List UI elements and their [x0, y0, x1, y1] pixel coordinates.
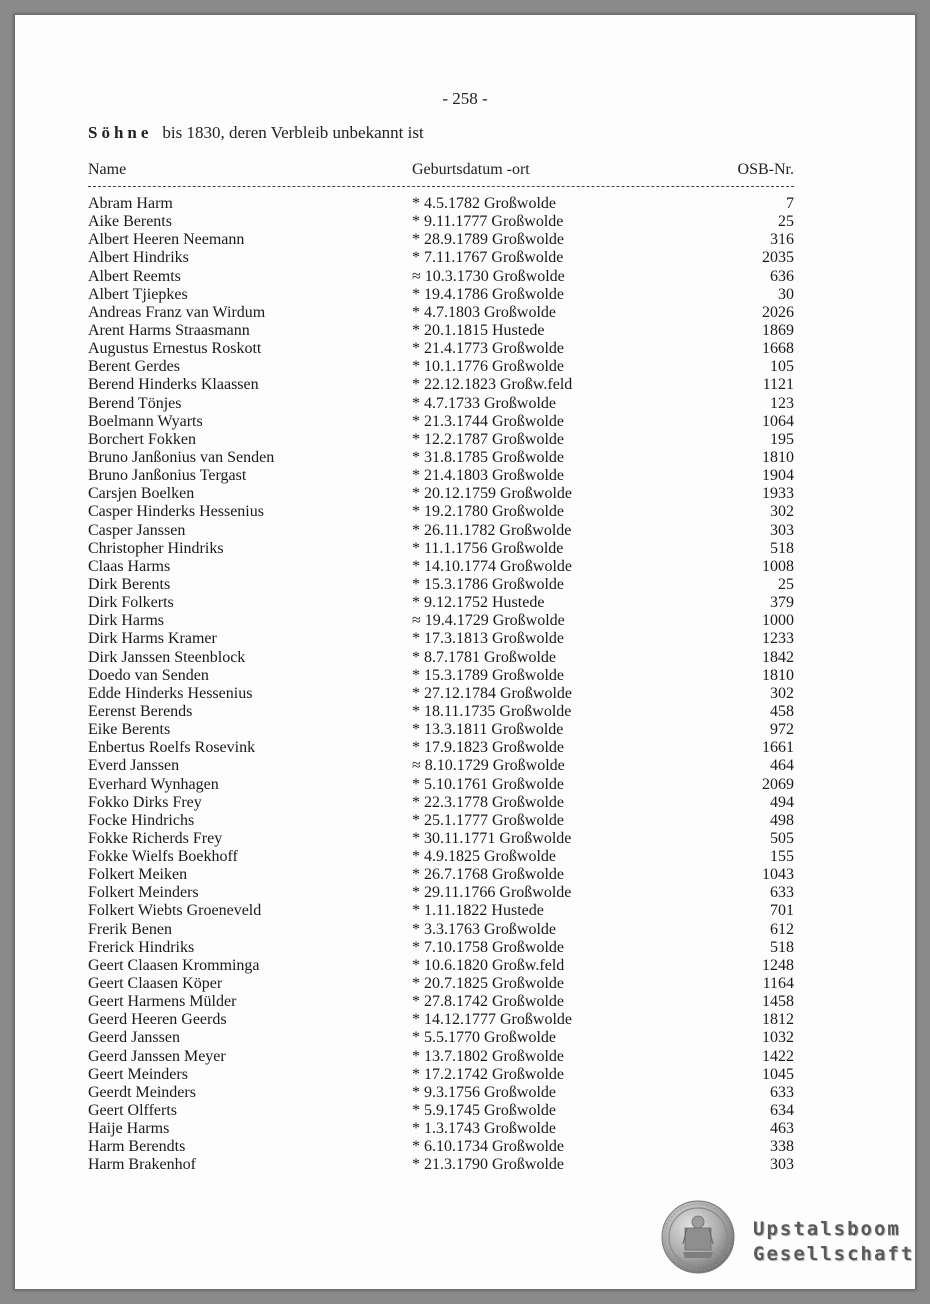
table-row — [88, 231, 794, 249]
table-row — [88, 576, 794, 594]
cell-osb: 1668 — [762, 340, 794, 358]
logo-text — [753, 1217, 914, 1267]
table-row — [88, 1120, 794, 1138]
table-row — [88, 939, 794, 957]
column-header-osb: OSB-Nr. — [737, 161, 794, 178]
cell-birth: * 11.1.1756 Großwolde — [412, 539, 564, 557]
cell-osb: 634 — [770, 1102, 794, 1120]
cell-birth: * 21.3.1790 Großwolde — [412, 1156, 564, 1174]
cell-birth: * 10.1.1776 Großwolde — [412, 358, 564, 376]
cell-osb: 1842 — [762, 648, 794, 666]
cell-birth: * 15.3.1786 Großwolde — [412, 575, 564, 593]
cell-birth: ≈ 19.4.1729 Großwolde — [412, 612, 565, 630]
cell-birth: * 7.10.1758 Großwolde — [412, 938, 564, 956]
cell-osb: 302 — [770, 503, 794, 521]
table-row — [88, 866, 794, 884]
table-row — [88, 467, 794, 485]
cell-birth: * 28.9.1789 Großwolde — [412, 231, 564, 249]
title-heading: Söhne — [88, 123, 153, 142]
cell-birth: * 8.7.1781 Großwolde — [412, 648, 556, 666]
table-row — [88, 1066, 794, 1084]
cell-osb: 7 — [786, 195, 794, 212]
cell-birth: * 25.1.1777 Großwolde — [412, 811, 564, 829]
cell-birth: * 9.11.1777 Großwolde — [412, 213, 564, 231]
cell-name: Geert Harmens Mülder — [88, 993, 237, 1011]
cell-name: Augustus Ernestus Roskott — [88, 340, 262, 358]
cell-osb: 123 — [770, 394, 794, 412]
cell-name: Andreas Franz van Wirdum — [88, 303, 266, 321]
table-row — [88, 449, 794, 467]
cell-name: Casper Hinderks Hessenius — [88, 503, 264, 521]
cell-name: Arent Harms Straasmann — [88, 321, 250, 339]
cell-osb: 338 — [770, 1138, 794, 1156]
cell-name: Geerd Janssen Meyer — [88, 1047, 226, 1065]
cell-osb: 30 — [778, 285, 794, 303]
cell-osb: 633 — [770, 1083, 794, 1101]
table-row — [88, 739, 794, 757]
cell-name: Fokke Wielfs Boekhoff — [88, 848, 238, 866]
table-row — [88, 1011, 794, 1029]
cell-osb: 1933 — [762, 485, 794, 503]
page-number: - 258 - — [442, 89, 488, 108]
cell-name: Harm Berendts — [88, 1138, 186, 1156]
seal-icon — [661, 1200, 735, 1274]
cell-birth: * 17.9.1823 Großwolde — [412, 739, 564, 757]
table-row — [88, 776, 794, 794]
cell-birth: * 27.8.1742 Großwolde — [412, 993, 564, 1011]
cell-name: Albert Hindriks — [88, 249, 189, 267]
cell-name: Albert Reemts — [88, 267, 181, 285]
cell-name: Berend Tönjes — [88, 394, 182, 412]
table-row — [88, 322, 794, 340]
cell-name: Enbertus Roelfs Rosevink — [88, 739, 256, 757]
cell-birth: * 4.7.1803 Großwolde — [412, 303, 556, 321]
document-page — [14, 14, 916, 1290]
cell-name: Harm Brakenhof — [88, 1156, 196, 1174]
cell-osb: 1164 — [762, 975, 794, 993]
cell-osb: 633 — [770, 884, 794, 902]
cell-name: Abram Harm — [88, 195, 173, 212]
cell-osb: 1904 — [762, 467, 794, 485]
cell-birth: * 20.12.1759 Großwolde — [412, 485, 572, 503]
table-row — [88, 594, 794, 612]
cell-birth: * 1.3.1743 Großwolde — [412, 1120, 556, 1138]
cell-name: Frerick Hindriks — [88, 938, 195, 956]
table-row — [88, 522, 794, 540]
cell-birth: * 1.11.1822 Hustede — [412, 902, 544, 920]
cell-name: Bruno Janßonius van Senden — [88, 448, 275, 466]
table-row — [88, 340, 794, 358]
cell-name: Dirk Harms Kramer — [88, 630, 217, 648]
table-row — [88, 376, 794, 394]
table-row — [88, 1156, 794, 1174]
cell-osb: 494 — [770, 793, 794, 811]
cell-osb: 2069 — [762, 775, 794, 793]
table-header — [88, 161, 794, 181]
cell-birth: * 4.7.1733 Großwolde — [412, 394, 556, 412]
table-row — [88, 830, 794, 848]
cell-osb: 1810 — [762, 448, 794, 466]
cell-birth: * 26.7.1768 Großwolde — [412, 866, 564, 884]
cell-name: Geerdt Meinders — [88, 1083, 196, 1101]
table-row — [88, 902, 794, 920]
cell-osb: 1458 — [762, 993, 794, 1011]
table-row — [88, 195, 794, 213]
cell-birth: * 19.2.1780 Großwolde — [412, 503, 564, 521]
cell-birth: * 6.10.1734 Großwolde — [412, 1138, 564, 1156]
table-row — [88, 1138, 794, 1156]
cell-osb: 1661 — [762, 739, 794, 757]
cell-birth: ≈ 10.3.1730 Großwolde — [412, 267, 565, 285]
cell-name: Focke Hindrichs — [88, 811, 195, 829]
cell-birth: * 9.3.1756 Großwolde — [412, 1083, 556, 1101]
cell-birth: * 5.5.1770 Großwolde — [412, 1029, 556, 1047]
cell-name: Albert Tjiepkes — [88, 285, 188, 303]
cell-birth: * 18.11.1735 Großwolde — [412, 702, 572, 720]
cell-name: Claas Harms — [88, 557, 171, 575]
table-row — [88, 1048, 794, 1066]
cell-name: Doedo van Senden — [88, 666, 209, 684]
cell-birth: * 15.3.1789 Großwolde — [412, 666, 564, 684]
table-row — [88, 848, 794, 866]
table-row — [88, 721, 794, 739]
cell-name: Dirk Folkerts — [88, 594, 174, 612]
cell-birth: * 22.12.1823 Großw.feld — [412, 376, 573, 394]
cell-birth: * 5.10.1761 Großwolde — [412, 775, 564, 793]
cell-osb: 612 — [770, 920, 794, 938]
cell-name: Casper Janssen — [88, 521, 186, 539]
cell-birth: * 19.4.1786 Großwolde — [412, 285, 564, 303]
cell-osb: 303 — [770, 521, 794, 539]
table-row — [88, 812, 794, 830]
cell-name: Fokke Richerds Frey — [88, 829, 223, 847]
cell-name: Carsjen Boelken — [88, 485, 195, 503]
table-row — [88, 358, 794, 376]
cell-osb: 1422 — [762, 1047, 794, 1065]
cell-name: Dirk Harms — [88, 612, 164, 630]
cell-osb: 379 — [770, 594, 794, 612]
cell-name: Borchert Fokken — [88, 430, 196, 448]
table-row — [88, 667, 794, 685]
cell-osb: 1045 — [762, 1065, 794, 1083]
page-title — [88, 123, 424, 143]
cell-name: Geert Olfferts — [88, 1102, 177, 1120]
cell-name: Folkert Meiken — [88, 866, 188, 884]
cell-name: Folkert Meinders — [88, 884, 199, 902]
table-row — [88, 503, 794, 521]
cell-name: Eerenst Berends — [88, 702, 193, 720]
cell-name: Dirk Janssen Steenblock — [88, 648, 246, 666]
cell-name: Everhard Wynhagen — [88, 775, 219, 793]
cell-birth: * 7.11.1767 Großwolde — [412, 249, 564, 267]
cell-birth: * 30.11.1771 Großwolde — [412, 829, 572, 847]
table-row — [88, 630, 794, 648]
cell-name: Geert Claasen Kromminga — [88, 956, 260, 974]
cell-osb: 316 — [770, 231, 794, 249]
table-row — [88, 249, 794, 267]
cell-osb: 1121 — [762, 376, 794, 394]
cell-birth: * 21.4.1803 Großwolde — [412, 467, 564, 485]
cell-birth: * 20.1.1815 Hustede — [412, 321, 545, 339]
table-row — [88, 884, 794, 902]
table-row — [88, 993, 794, 1011]
cell-name: Bruno Janßonius Tergast — [88, 467, 247, 485]
cell-birth: * 12.2.1787 Großwolde — [412, 430, 564, 448]
cell-name: Edde Hinderks Hessenius — [88, 684, 253, 702]
cell-osb: 195 — [770, 430, 794, 448]
table-row — [88, 558, 794, 576]
cell-birth: ≈ 8.10.1729 Großwolde — [412, 757, 565, 775]
table-row — [88, 757, 794, 775]
cell-osb: 25 — [778, 575, 794, 593]
cell-osb: 1043 — [762, 866, 794, 884]
table-row — [88, 921, 794, 939]
title-subheading: bis 1830, deren Verbleib unbekannt ist — [162, 123, 424, 142]
cell-osb: 463 — [770, 1120, 794, 1138]
cell-name: Berent Gerdes — [88, 358, 180, 376]
cell-osb: 701 — [770, 902, 794, 920]
cell-birth: * 21.4.1773 Großwolde — [412, 340, 564, 358]
cell-osb: 1248 — [762, 956, 794, 974]
cell-birth: * 17.3.1813 Großwolde — [412, 630, 564, 648]
cell-name: Geert Claasen Köper — [88, 975, 223, 993]
cell-osb: 25 — [778, 213, 794, 231]
cell-birth: * 3.3.1763 Großwolde — [412, 920, 556, 938]
table-row — [88, 395, 794, 413]
cell-osb: 1812 — [762, 1011, 794, 1029]
cell-name: Everd Janssen — [88, 757, 180, 775]
cell-birth: * 17.2.1742 Großwolde — [412, 1065, 564, 1083]
cell-birth: * 20.7.1825 Großwolde — [412, 975, 564, 993]
cell-name: Geerd Janssen — [88, 1029, 180, 1047]
cell-birth: * 13.7.1802 Großwolde — [412, 1047, 564, 1065]
cell-osb: 105 — [770, 358, 794, 376]
cell-osb: 518 — [770, 539, 794, 557]
cell-name: Eike Berents — [88, 721, 171, 739]
table-row — [88, 268, 794, 286]
cell-name: Frerik Benen — [88, 920, 172, 938]
cell-osb: 1032 — [762, 1029, 794, 1047]
table-row — [88, 649, 794, 667]
table-row — [88, 485, 794, 503]
cell-osb: 505 — [770, 829, 794, 847]
cell-birth: * 21.3.1744 Großwolde — [412, 412, 564, 430]
table-row — [88, 1084, 794, 1102]
cell-osb: 155 — [770, 848, 794, 866]
cell-osb: 303 — [770, 1156, 794, 1174]
cell-name: Folkert Wiebts Groeneveld — [88, 902, 262, 920]
table-row — [88, 975, 794, 993]
table-body — [88, 195, 794, 1175]
cell-name: Boelmann Wyarts — [88, 412, 203, 430]
cell-birth: * 4.9.1825 Großwolde — [412, 848, 556, 866]
cell-birth: * 26.11.1782 Großwolde — [412, 521, 572, 539]
cell-birth: * 4.5.1782 Großwolde — [412, 195, 556, 212]
cell-name: Haije Harms — [88, 1120, 170, 1138]
table-row — [88, 431, 794, 449]
cell-name: Christopher Hindriks — [88, 539, 224, 557]
cell-osb: 636 — [770, 267, 794, 285]
cell-birth: * 13.3.1811 Großwolde — [412, 721, 564, 739]
cell-birth: * 5.9.1745 Großwolde — [412, 1102, 556, 1120]
table-row — [88, 413, 794, 431]
cell-birth: * 10.6.1820 Großw.feld — [412, 956, 565, 974]
cell-birth: * 9.12.1752 Hustede — [412, 594, 545, 612]
logo-line-1: Upstalsboom — [753, 1218, 901, 1240]
table-row — [88, 794, 794, 812]
cell-osb: 1233 — [762, 630, 794, 648]
cell-osb: 1000 — [762, 612, 794, 630]
cell-osb: 1008 — [762, 557, 794, 575]
table-row — [88, 612, 794, 630]
cell-name: Dirk Berents — [88, 575, 171, 593]
cell-osb: 1869 — [762, 321, 794, 339]
table-row — [88, 213, 794, 231]
cell-name: Geert Meinders — [88, 1065, 188, 1083]
cell-osb: 458 — [770, 702, 794, 720]
table-row — [88, 286, 794, 304]
cell-name: Fokko Dirks Frey — [88, 793, 202, 811]
table-row — [88, 540, 794, 558]
cell-osb: 498 — [770, 811, 794, 829]
cell-name: Albert Heeren Neemann — [88, 231, 245, 249]
cell-birth: * 14.12.1777 Großwolde — [412, 1011, 572, 1029]
logo-line-2: Gesellschaft — [753, 1243, 915, 1265]
cell-birth: * 29.11.1766 Großwolde — [412, 884, 572, 902]
column-header-birth: Geburtsdatum -ort — [412, 161, 530, 178]
cell-birth: * 22.3.1778 Großwolde — [412, 793, 564, 811]
cell-osb: 302 — [770, 684, 794, 702]
table-row — [88, 957, 794, 975]
cell-birth: * 14.10.1774 Großwolde — [412, 557, 572, 575]
cell-birth: * 27.12.1784 Großwolde — [412, 684, 572, 702]
cell-osb: 2035 — [762, 249, 794, 267]
cell-name: Aike Berents — [88, 213, 172, 231]
cell-osb: 972 — [770, 721, 794, 739]
cell-name: Berend Hinderks Klaassen — [88, 376, 259, 394]
table-row — [88, 1029, 794, 1047]
cell-osb: 2026 — [762, 303, 794, 321]
table-row — [88, 1102, 794, 1120]
cell-osb: 1810 — [762, 666, 794, 684]
table-row — [88, 685, 794, 703]
table-row — [88, 703, 794, 721]
table-row — [88, 304, 794, 322]
header-divider — [88, 186, 794, 187]
cell-birth: * 31.8.1785 Großwolde — [412, 448, 564, 466]
cell-osb: 464 — [770, 757, 794, 775]
column-header-name: Name — [88, 161, 127, 178]
cell-name: Geerd Heeren Geerds — [88, 1011, 227, 1029]
cell-osb: 518 — [770, 938, 794, 956]
cell-osb: 1064 — [762, 412, 794, 430]
